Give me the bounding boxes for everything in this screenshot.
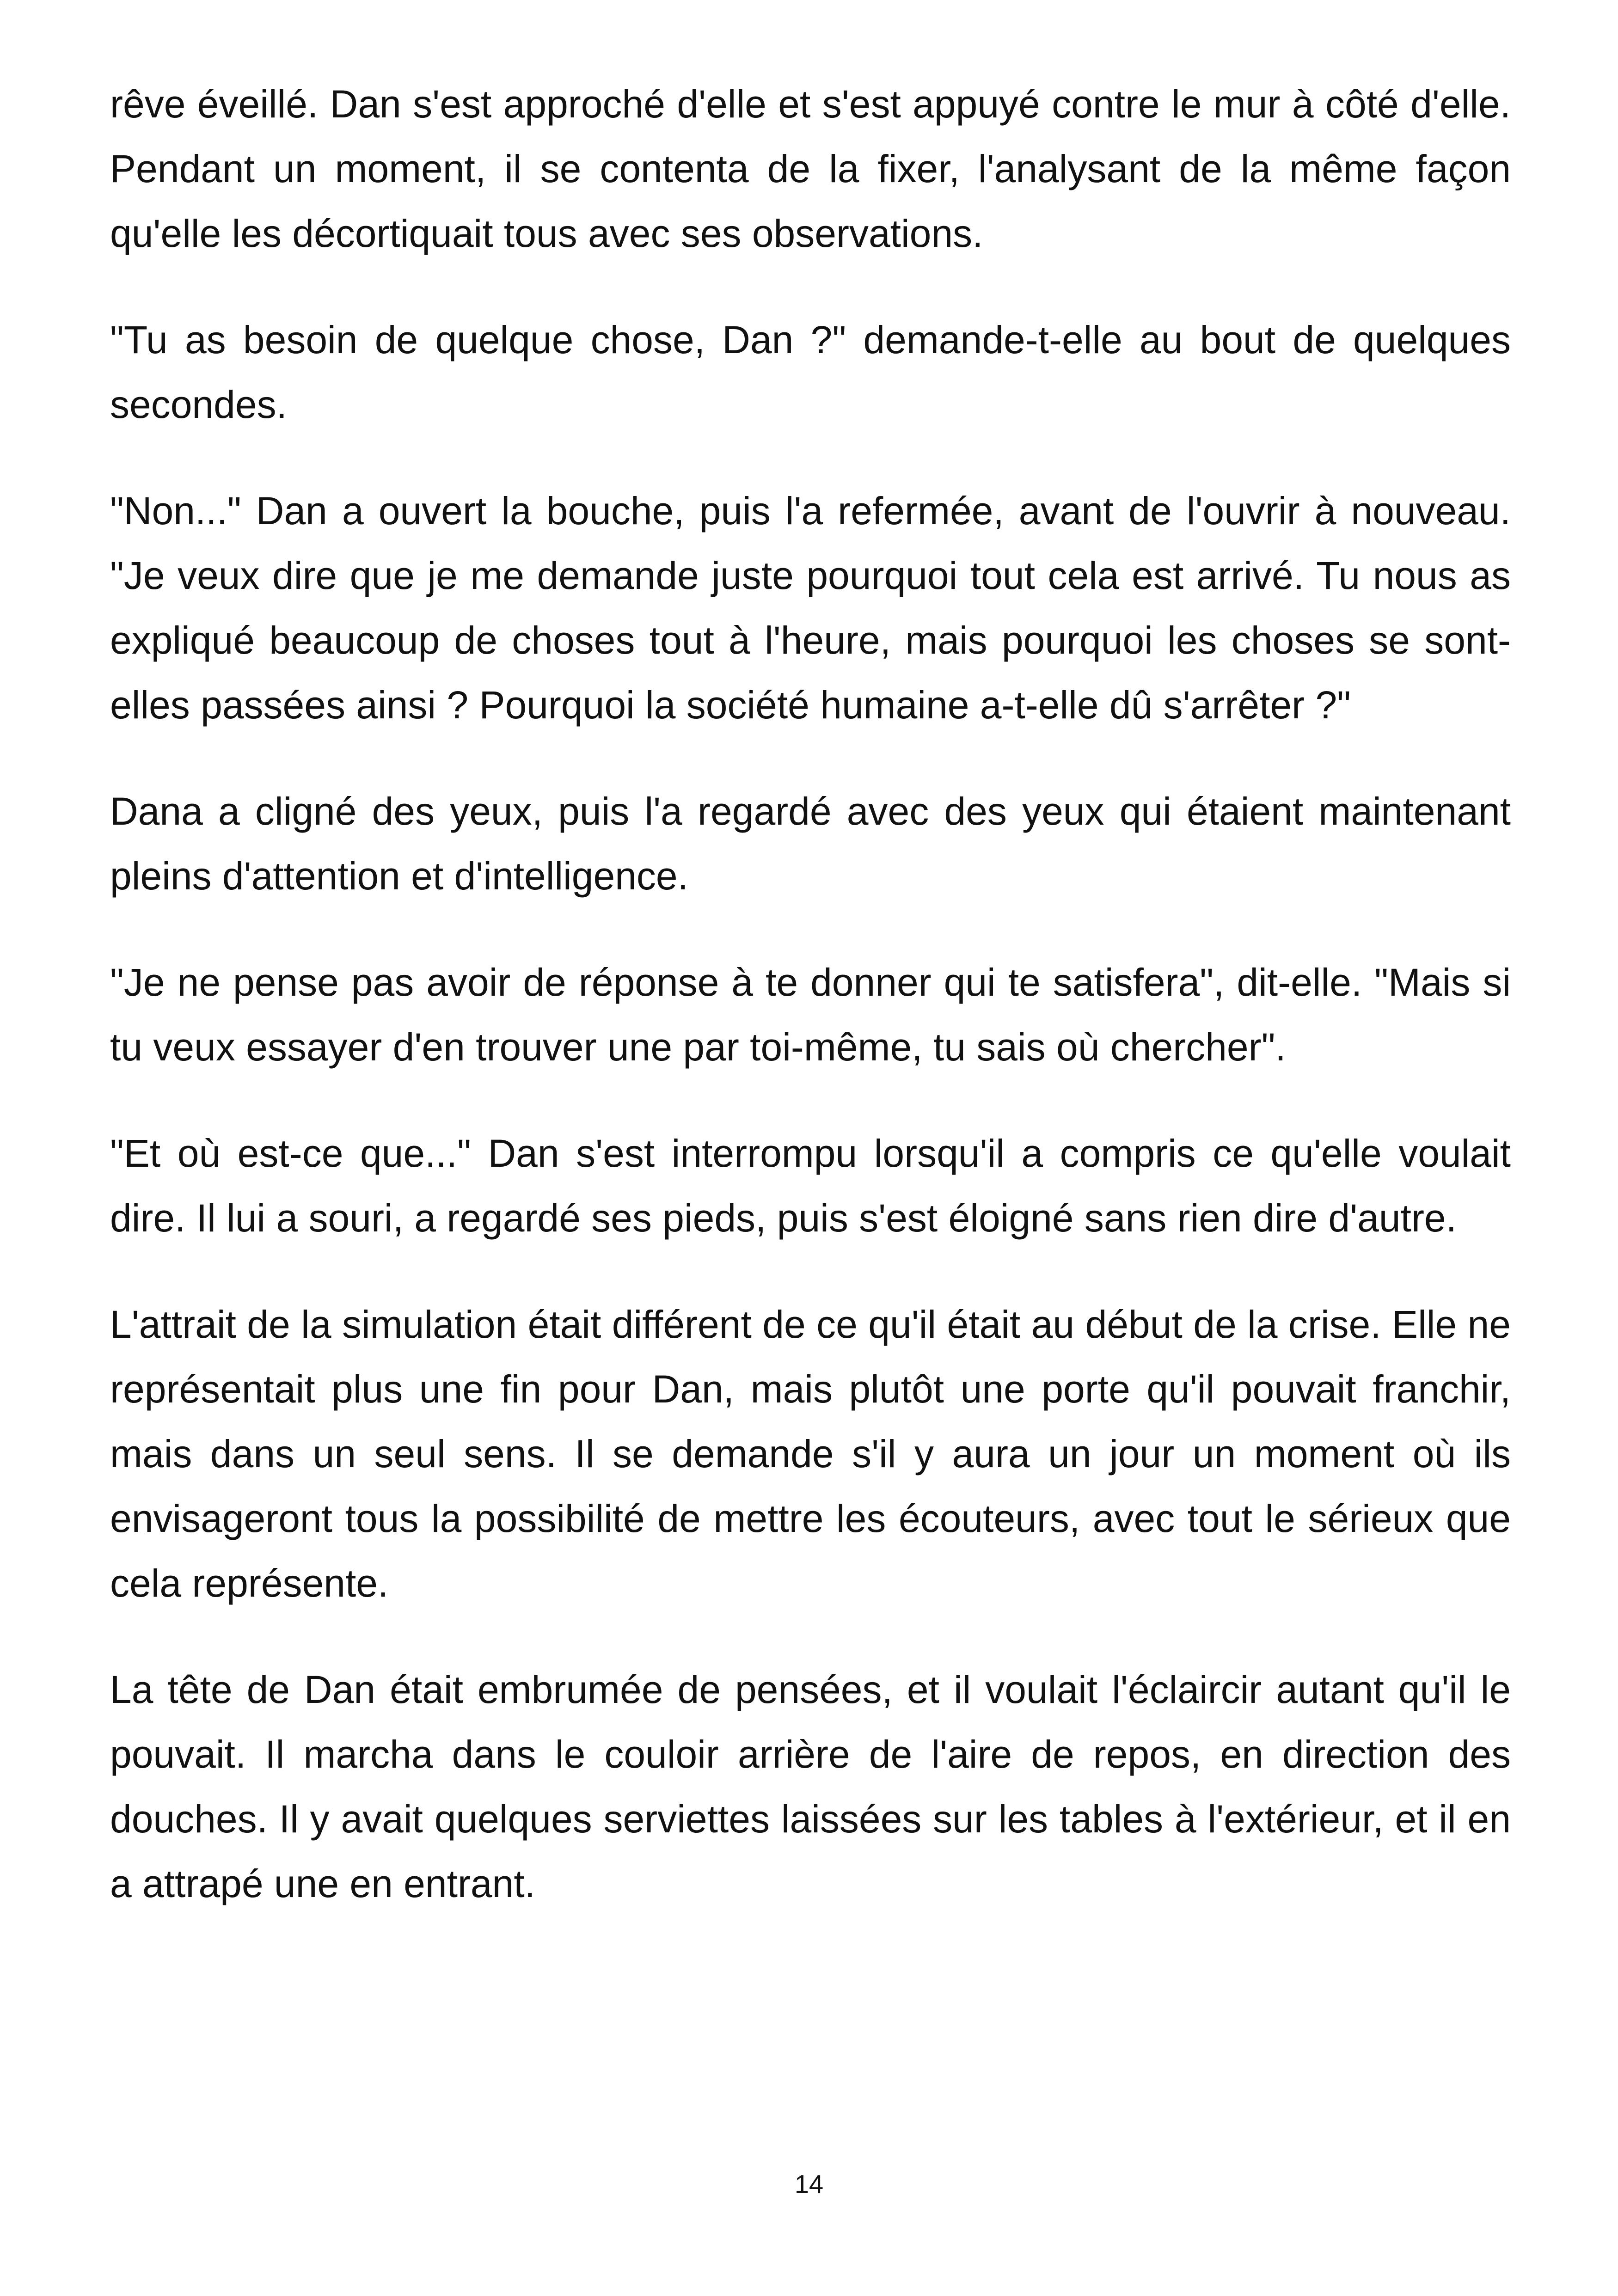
paragraph-2: "Tu as besoin de quelque chose, Dan ?" demande-t-elle au bout de quelques secondes. [110, 318, 1511, 426]
paragraph-3: "Non..." Dan a ouvert la bouche, puis l'a refermée, avant de l'ouvrir à nouveau. "Je veux dire que je me demande juste pourquoi tout cela est arrivé. Tu nous as expliqué beaucoup de choses tout à l'heure, mais pourquoi les choses se sont-elles passées ainsi ? Pourquoi la société humaine a-t-elle dû s'arrêter ?" [110, 489, 1511, 727]
paragraph-8: La tête de Dan était embrumée de pensées, et il voulait l'éclaircir autant qu'il le pouvait. Il marcha dans le couloir arrière de l'aire de repos, en direction des douches. Il y avait quelques serviettes laissées sur les tables à l'extérieur, et il en a attrapé une en entrant. [110, 1668, 1511, 1905]
page-number: 14 [794, 2169, 824, 2198]
paragraph-7: L'attrait de la simulation était différent de ce qu'il était au début de la crise. Elle ne représentait plus une fin pour Dan, mais plutôt une porte qu'il pouvait franchir, mais dans un seul sens. Il se demande s'il y aura un jour un moment où ils envisageront tous la possibilité de mettre les écouteurs, avec tout le sérieux que cela représente. [110, 1303, 1511, 1605]
paragraph-6: "Et où est-ce que..." Dan s'est interrompu lorsqu'il a compris ce qu'elle voulait dire. Il lui a souri, a regardé ses pieds, puis s'est éloigné sans rien dire d'autre. [110, 1132, 1511, 1240]
paragraph-4: Dana a cligné des yeux, puis l'a regardé avec des yeux qui étaient maintenant pleins d'attention et d'intelligence. [110, 790, 1511, 898]
paragraph-1: rêve éveillé. Dan s'est approché d'elle et s'est appuyé contre le mur à côté d'elle. Pendant un moment, il se contenta de la fixer, l'analysant de la même façon qu'elle les décortiquait tous avec ses observations. [110, 82, 1511, 255]
paragraph-5: "Je ne pense pas avoir de réponse à te donner qui te satisfera", dit-elle. "Mais si tu veux essayer d'en trouver une par toi-même, tu sais où chercher". [110, 961, 1511, 1069]
body-text [110, 72, 1511, 1916]
